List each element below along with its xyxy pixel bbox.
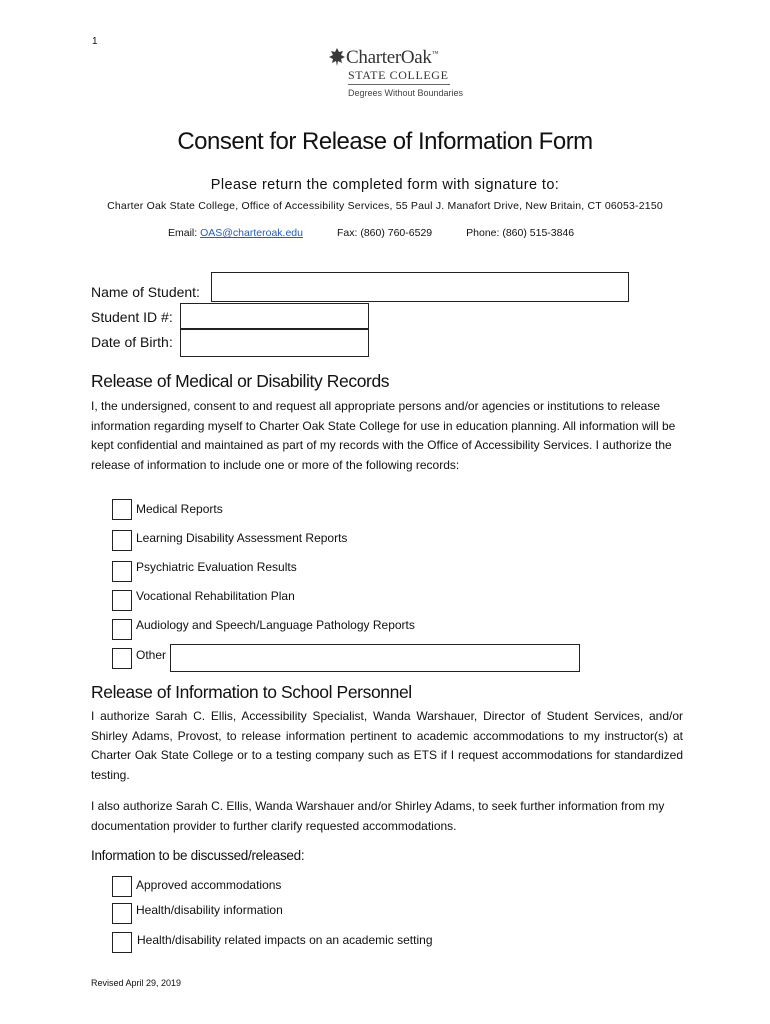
label-learning-disability: Learning Disability Assessment Reports: [136, 531, 348, 545]
checkbox-approved-accommodations[interactable]: [112, 876, 132, 897]
contact-line: [168, 227, 574, 239]
checkbox-academic-impacts[interactable]: [112, 932, 132, 953]
label-health-disability: Health/disability information: [136, 903, 283, 917]
return-instruction: Please return the completed form with signature to:: [210, 177, 560, 193]
checkbox-audiology[interactable]: [112, 619, 132, 640]
label-medical-reports: Medical Reports: [136, 502, 223, 516]
college-logo: [328, 47, 464, 105]
label-approved-accommodations: Approved accommodations: [136, 878, 282, 892]
mailing-address: Charter Oak State College, Office of Accessibility Services, 55 Paul J. Manafort Drive, New Britain, CT 06053-2150: [107, 200, 663, 212]
section-medical-records-heading: Release of Medical or Disability Records: [91, 371, 390, 391]
student-id-field[interactable]: [180, 303, 369, 329]
checkbox-learning-disability[interactable]: [112, 530, 132, 551]
checkbox-vocational[interactable]: [112, 590, 132, 611]
personnel-release-paragraph: I authorize Sarah C. Ellis, Accessibility Specialist, Wanda Warshauer, Director of Student Services, and/or Shirley Adams, Provost, to release information pertinent to academic accommodations to my instructor(s) at Charter Oak State College or to a testing company such as ETS if I request accommodations for standardized testing.: [91, 709, 683, 782]
checkbox-psychiatric[interactable]: [112, 561, 132, 582]
logo-divider: [348, 84, 450, 85]
page-number: 1: [92, 36, 98, 47]
student-name-field[interactable]: [211, 272, 629, 302]
documentation-provider-paragraph: I also authorize Sarah C. Ellis, Wanda Warshauer and/or Shirley Adams, to seek further information from my documentation provider to further clarify requested accommodations.: [91, 799, 665, 833]
section-school-personnel-heading: Release of Information to School Personnel: [91, 682, 412, 702]
other-specify-field[interactable]: [170, 644, 580, 672]
logo-tagline: Degrees Without Boundaries: [348, 88, 464, 98]
checkbox-health-disability[interactable]: [112, 903, 132, 924]
phone-number: Phone: (860) 515-3846: [466, 227, 575, 239]
checkbox-medical-reports[interactable]: [112, 499, 132, 520]
label-other: Other: [136, 648, 167, 662]
student-id-label: Student ID #:: [91, 309, 173, 325]
dob-field[interactable]: [180, 329, 369, 357]
email-label: Email:: [168, 227, 201, 239]
label-audiology: Audiology and Speech/Language Pathology Reports: [136, 618, 415, 632]
revision-date: Revised April 29, 2019: [91, 978, 182, 988]
checkbox-other[interactable]: [112, 648, 132, 669]
label-academic-impacts: Health/disability related impacts on an academic setting: [137, 933, 433, 947]
student-name-label: Name of Student:: [91, 284, 200, 300]
information-discussed-heading: Information to be discussed/released:: [91, 848, 305, 863]
logo-name: CharterOak™: [346, 47, 439, 68]
form-title: Consent for Release of Information Form: [177, 128, 593, 155]
label-vocational: Vocational Rehabilitation Plan: [136, 589, 295, 603]
email-link[interactable]: OAS@charteroak.edu: [200, 227, 303, 239]
dob-label: Date of Birth:: [91, 334, 173, 350]
medical-release-paragraph: I, the undersigned, consent to and request all appropriate persons and/or agencies or institutions to release information regarding myself to Charter Oak State College for use in education planning. All information will be kept confidential and maintained as part of my records with the Office of Accessibility Services. I authorize the release of information to include one or more of the following records:: [91, 399, 676, 472]
fax-number: Fax: (860) 760-6529: [336, 227, 433, 239]
label-psychiatric: Psychiatric Evaluation Results: [136, 560, 297, 574]
logo-subtitle: STATE COLLEGE: [348, 68, 449, 82]
oak-leaf-icon: [328, 47, 346, 67]
